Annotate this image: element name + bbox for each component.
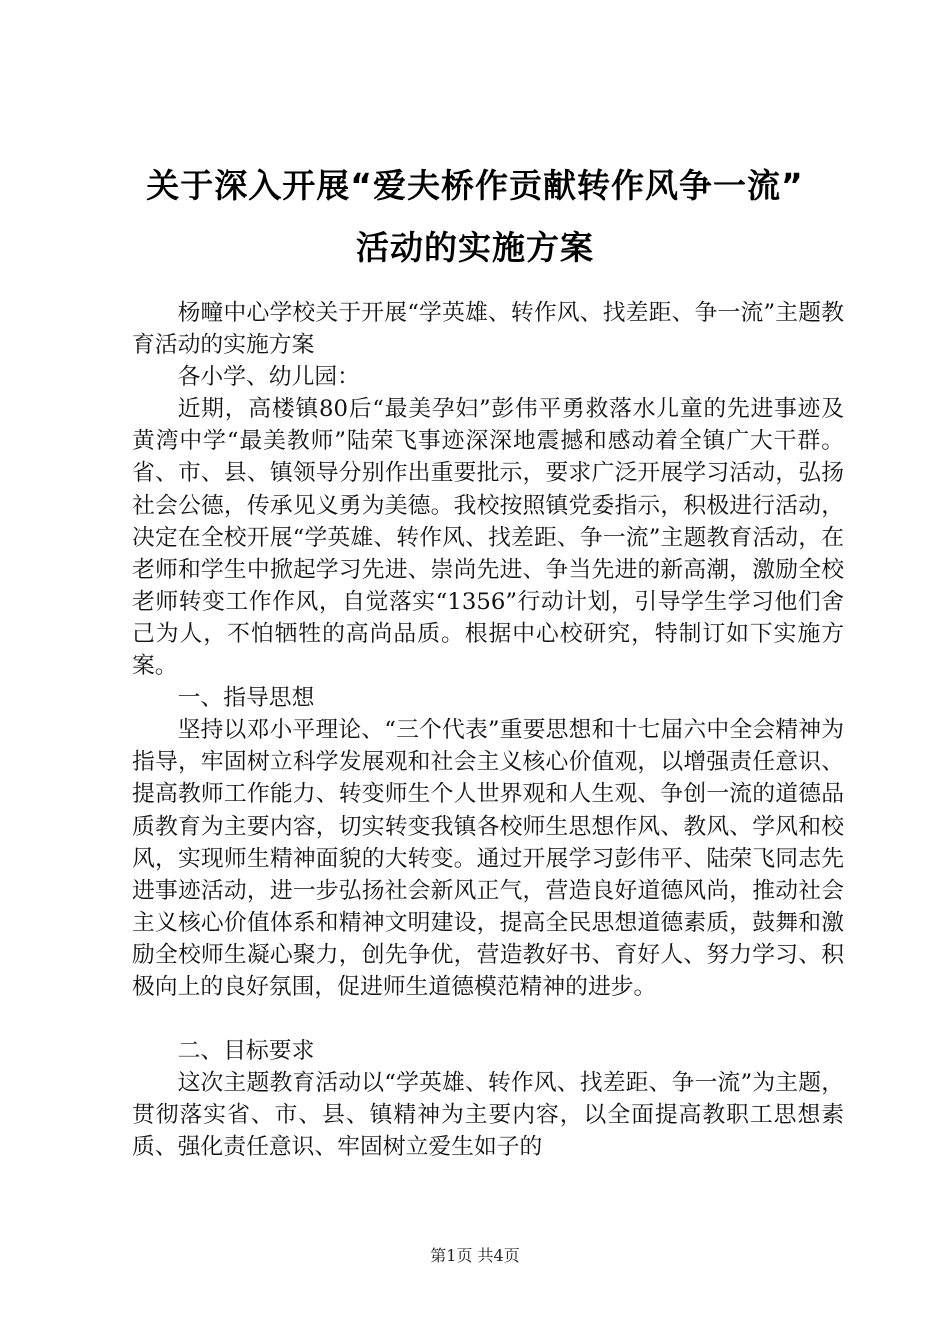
- section-heading-goals: 二、目标要求: [177, 1038, 315, 1065]
- paragraph-goals: 这次主题教育活动以“学英雄、转作风、找差距、争一流”为主题，贯彻落实省、市、县、镇精神为主要内容，以全面提高教职工思想素质、强化责任意识、牢固树立爱生如子的: [132, 1070, 844, 1161]
- page-footer: 第1页 共4页: [430, 1246, 520, 1265]
- document-body: [132, 297, 844, 1163]
- section-heading-guiding-thought: 一、指导思想: [177, 685, 315, 712]
- paragraph-heading-reference: 杨疃中心学校关于开展“学英雄、转作风、找差距、争一流”主题教育活动的实施方案: [132, 300, 844, 359]
- paragraph-background: 近期，高楼镇80后“最美孕妇”彭伟平勇救落水儿童的先进事迹及黄湾中学“最美教师”陆荣飞事迹深深地震撼和感动着全镇广大干群。省、市、县、镇领导分别作出重要批示，要求广泛开展学习活动，弘扬社会公德，传承见义勇为美德。我校按照镇党委指示，积极进行活动，决定在全校开展“学英雄、转作风、找差距、争一流”主题教育活动，在老师和学生中掀起学习先进、崇尚先进、争当先进的新高潮，激励全校老师转变工作作风，自觉落实“1356”行动计划，引导学生学习他们舍己为人，不怕牺牲的高尚品质。根据中心校研究，特制订如下实施方案。: [132, 396, 844, 680]
- document-title-line-1: 关于深入开展“爱夫桥作贡献转作风争一流”: [146, 166, 804, 205]
- paragraph-gap: [132, 1003, 844, 1035]
- document-title-line-2: 活动的实施方案: [356, 228, 594, 267]
- paragraph-guiding-thought: 坚持以邓小平理论、“三个代表”重要思想和十七届六中全会精神为指导，牢固树立科学发展观和社会主义核心价值观，以增强责任意识、提高教师工作能力、转变师生个人世界观和人生观、争创一流的道德品质教育为主要内容，切实转变我镇各校师生思想作风、教风、学风和校风，实现师生精神面貌的大转变。通过开展学习彭伟平、陆荣飞同志先进事迹活动，进一步弘扬社会新风正气，营造良好道德风尚，推动社会主义核心价值体系和精神文明建设，提高全民思想道德素质，鼓舞和激励全校师生凝心聚力，创先争优，营造教好书、育好人、努力学习、积极向上的良好氛围，促进师生道德模范精神的进步。: [132, 717, 844, 1000]
- paragraph-salutation: 各小学、幼儿园：: [177, 364, 360, 391]
